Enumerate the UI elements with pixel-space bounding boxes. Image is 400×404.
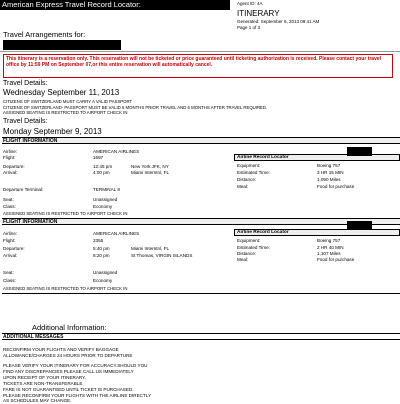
- message-line: PLEASE VERIFY YOUR ITINERARY FOR ACCURACY.SHOULD YOU: [3, 363, 148, 368]
- passport-validity-note: CITIZENS OF SWITZERLAND- PASSPORT MUST BE VALID 6 MONTHS PRIOR TRAVEL AND 6 MONTHS AFTER TRAVEL REQUIRED.: [3, 104, 268, 110]
- arrival-label: Arrival:: [3, 253, 18, 258]
- airline-value: AMERICAN AIRLINES: [93, 231, 140, 236]
- distance-value: 1,107 Miles: [317, 251, 341, 256]
- travel-date: Wednesday September 11, 2013: [3, 88, 120, 97]
- flight-number: 1697: [93, 155, 104, 160]
- airline-label: Airline:: [3, 231, 18, 236]
- equipment-label: Equipment:: [237, 163, 261, 168]
- travel-arrangements-label: Travel Arrangements for:: [3, 30, 86, 39]
- document-title: ITINERARY: [237, 9, 280, 18]
- agent-id: Agent ID: 4A: [237, 1, 263, 6]
- class-label: Class:: [3, 278, 16, 283]
- page-number: Page 1 of 3: [237, 25, 261, 30]
- equipment-value: Boeing 757: [317, 163, 341, 168]
- message-line: FIND ANY DISCREPANCIES PLEASE CALL US IMMEDIATELY: [3, 369, 134, 374]
- distance-label: Distance:: [237, 251, 257, 256]
- message-line: RECONFIRM YOUR FLIGHTS AND VERIFY BAGGAGE: [3, 347, 119, 352]
- flight-information-header: [2, 218, 400, 225]
- additional-messages-title: ADDITIONAL MESSAGES: [3, 334, 64, 340]
- redacted-traveler-name: [3, 40, 121, 50]
- arrival-time: 8:20 pm: [93, 253, 110, 258]
- redacted-record-locator: [347, 221, 372, 230]
- estimated-time-value: 3 HR 15 MIN: [317, 170, 344, 175]
- terminal-label: Departure Terminal:: [3, 187, 44, 192]
- meal-value: Food for purchase: [317, 257, 355, 262]
- equipment-value: Boeing 757: [317, 238, 341, 243]
- reservation-notice-text: This itinerary is a reservation only. This reservation will not be ticketed or price guaranteed until ticketing authorization is received. Please contact your travel office by 11:59 PM on September 07,or this entire reservation will automatically cancel.: [6, 56, 382, 69]
- meal-value: Food for purchase: [317, 184, 355, 189]
- departure-place: Miami Interntnl, FL: [131, 246, 170, 251]
- arrival-place: Miami Interntnl, FL: [131, 170, 170, 175]
- departure-label: Departure:: [3, 246, 25, 251]
- travel-details-label: Travel Details:: [3, 80, 48, 87]
- arrival-time: 4:00 pm: [93, 170, 110, 175]
- redacted-record-locator: [347, 147, 372, 156]
- flight-number: 2355: [93, 238, 104, 243]
- message-line: AS SCHEDULES MAY CHANGE.: [3, 398, 72, 403]
- equipment-label: Equipment:: [237, 238, 261, 243]
- class-label: Class:: [3, 204, 16, 209]
- seating-note: ASSIGNED SEATING IS RESTRICTED TO AIRPORT CHECK IN: [3, 110, 128, 115]
- departure-label: Departure:: [3, 164, 25, 169]
- reservation-notice: [3, 54, 393, 78]
- message-line: FARE IS NOT GUARANTEED UNTIL TICKET IS PURCHASED.: [3, 386, 134, 392]
- message-line: ALLOWANCE/CHARGES 24 HOURS PRIOR TO DEPARTURE: [3, 353, 133, 358]
- departure-time: 12:45 pm: [93, 164, 113, 169]
- flight-label: Flight:: [3, 155, 16, 160]
- estimated-time-label: Estimated Time:: [237, 245, 270, 250]
- class-value: Economy: [93, 204, 113, 209]
- seat-label: Seat:: [3, 270, 14, 275]
- arrival-place: St Thomas, VIRGIN ISLANDS: [131, 253, 193, 258]
- departure-time: 5:40 pm: [93, 246, 110, 251]
- record-locator-bar: [0, 0, 230, 10]
- seat-value: Unassigned: [93, 270, 118, 275]
- class-value: Economy: [93, 278, 113, 283]
- flight-label: Flight:: [3, 238, 16, 243]
- airline-record-locator-title: Airline Record Locator: [237, 230, 289, 235]
- seating-note: ASSIGNED SEATING IS RESTRICTED TO AIRPORT CHECK IN: [3, 211, 128, 216]
- airline-label: Airline:: [3, 149, 18, 154]
- meal-label: Meal:: [237, 257, 249, 262]
- travel-details-label: Travel Details:: [3, 118, 48, 125]
- airline-value: AMERICAN AIRLINES: [93, 149, 140, 154]
- airline-record-locator-box: [234, 229, 400, 236]
- estimated-time-value: 2 HR 40 MIN: [317, 245, 344, 250]
- record-locator-title: American Express Travel Record Locator:: [2, 0, 141, 9]
- airline-record-locator-title: Airline Record Locator: [237, 155, 289, 160]
- terminal-value: TERMINAL 8: [93, 187, 120, 192]
- distance-label: Distance:: [237, 177, 257, 182]
- estimated-time-label: Estimated Time:: [237, 170, 270, 175]
- seat-value: Unassigned: [93, 197, 118, 202]
- divider: [2, 293, 400, 294]
- flight-information-title: FLIGHT INFORMATION: [3, 138, 58, 144]
- message-line: UPON RECEIPT OF YOUR ITINERARY.: [3, 375, 86, 380]
- arrival-label: Arrival:: [3, 170, 18, 175]
- seating-note: ASSIGNED SEATING IS RESTRICTED TO AIRPORT CHECK IN: [3, 286, 128, 291]
- flight-information-title: FLIGHT INFORMATION: [3, 219, 58, 225]
- additional-information-label: Additional Information:: [32, 323, 107, 332]
- additional-messages-header: [2, 333, 400, 340]
- meal-label: Meal:: [237, 184, 249, 189]
- airline-record-locator-box: [234, 154, 400, 161]
- seat-label: Seat:: [3, 197, 14, 202]
- passport-note: CITIZENS OF SWITZERLAND MUST CARRY A VALID PASSPORT: [3, 99, 133, 104]
- message-line: TICKETS ARE NON-TRANSFERABLE: [3, 381, 83, 386]
- distance-value: 1,090 Miles: [317, 177, 341, 182]
- travel-date: Monday September 9, 2013: [3, 127, 102, 136]
- generated-timestamp: Generated: September 6, 2013 09:41 AM: [237, 19, 320, 24]
- departure-place: New York JFK, NY: [131, 164, 169, 169]
- message-line: PLEASE RECONFIRM YOUR FLIGHTS WITH THE AIRLINE DIRECTLY: [3, 393, 152, 398]
- divider: [0, 51, 400, 52]
- flight-information-header: [2, 137, 400, 144]
